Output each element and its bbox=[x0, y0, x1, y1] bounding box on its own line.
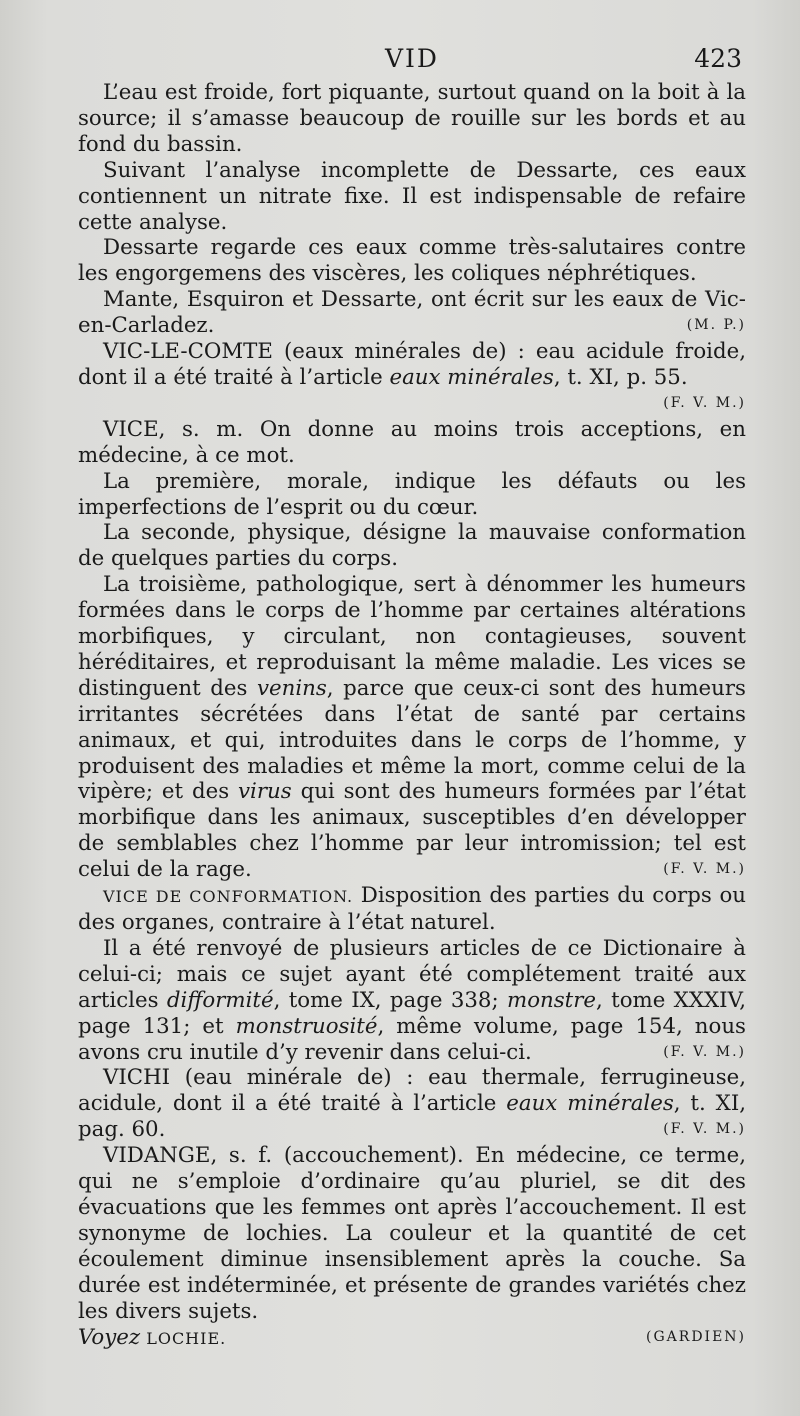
paragraph-text: La troisième, pathologique, sert à dénommer les humeurs formées dans le corps de l’homme par certaines altérations morbifiques, y circulant, non contagieuses, souvent héréditaires, et reproduisant la même maladie. Les vices se distinguent des bbox=[78, 572, 746, 701]
cross-reference: eaux minérales bbox=[389, 364, 554, 390]
author-signature: (F. V. M.) bbox=[663, 394, 746, 411]
see-also-line bbox=[78, 1325, 746, 1352]
entry-headword: VIC-LE-COMTE bbox=[103, 339, 273, 365]
paragraph-text: , même volume, page 154, nous avons cru inutile d’y revenir dans celui-ci. bbox=[78, 1013, 746, 1065]
entry-headword: VIDANGE bbox=[103, 1143, 211, 1169]
entry-headword: VICE DE CONFORMATION. bbox=[103, 887, 354, 907]
paragraph-text: Mante, Esquiron et Dessarte, ont écrit sur les eaux de Vic-en-Carladez. bbox=[78, 287, 746, 339]
author-signature: (F. V. M.) bbox=[663, 1043, 746, 1060]
author-signature: (F. V. M.) bbox=[663, 1121, 746, 1138]
paragraph-text: , tome XXXIV, page 131; et bbox=[78, 987, 747, 1039]
page-body bbox=[78, 80, 746, 1351]
author-signature: (M. P.) bbox=[686, 317, 746, 334]
emphasis-term: venins bbox=[256, 675, 327, 701]
paragraph-eau-froide: L’eau est froide, fort piquante, surtout quand on la boit à la source; il s’amasse beaucoup de rouille sur les bords et au fond du bassin. bbox=[78, 80, 746, 157]
author-signature: (GARDIEN) bbox=[646, 1328, 746, 1345]
entry-headword: VICHI bbox=[103, 1065, 171, 1091]
entry-vichi bbox=[78, 1065, 746, 1143]
paragraph-auteurs bbox=[78, 287, 746, 339]
paragraph-renvoye bbox=[78, 936, 746, 1066]
paragraph-analyse: Suivant l’analyse incomplette de Dessarte, ces eaux contiennent un nitrate fixe. Il est indispensable de refaire cette analyse. bbox=[78, 157, 746, 235]
entry-vice bbox=[78, 417, 746, 469]
entry-headword: VICE bbox=[103, 416, 159, 442]
paragraph-pathologique bbox=[78, 572, 746, 883]
cross-reference: eaux minérales bbox=[506, 1091, 674, 1117]
cross-reference: monstruosité bbox=[235, 1013, 378, 1039]
running-head: VID bbox=[385, 44, 439, 73]
paragraph-morale: La première, morale, indique les défauts ou les imperfections de l’esprit ou du cœur. bbox=[78, 468, 746, 520]
page-header bbox=[78, 44, 746, 78]
entry-text: (eau minérale de) : eau thermale, ferrugineuse, acidule, dont il a été traité à l’article bbox=[78, 1065, 746, 1117]
see-also-label: Voyez bbox=[78, 1324, 141, 1350]
paragraph-text: , parce que ceux-ci sont des humeurs irritantes sécrétées dans l’état de santé par certains animaux, et qui, introduites dans le corps de l’homme, y produisent des maladies et même la mort, comme celui de la vipère; et des bbox=[78, 675, 746, 805]
paragraph-physique: La seconde, physique, désigne la mauvaise conformation de quelques parties du corps. bbox=[78, 520, 746, 572]
emphasis-term: virus bbox=[238, 779, 292, 805]
author-signature: (F. V. M.) bbox=[663, 861, 746, 878]
entry-text: (eaux minérales de) : eau acidule froide, dont il a été traité à l’article bbox=[78, 339, 746, 390]
see-also-target: LOCHIE. bbox=[140, 1328, 227, 1348]
cross-reference: monstre bbox=[507, 987, 597, 1013]
entry-text: , t. XI, pag. 60. bbox=[78, 1091, 747, 1143]
entry-text: Disposition des parties du corps ou des organes, contraire à l’état naturel. bbox=[78, 883, 746, 935]
entry-vic-le-comte bbox=[78, 339, 746, 391]
entry-vice-de-conformation bbox=[78, 883, 746, 936]
paragraph-text: , tome IX, page 338; bbox=[273, 987, 508, 1013]
page-number: 423 bbox=[694, 44, 742, 73]
entry-vidange bbox=[78, 1143, 746, 1324]
paragraph-salutaires: Dessarte regarde ces eaux comme très-salutaires contre les engorgemens des viscères, les coliques néphrétiques. bbox=[78, 235, 746, 287]
entry-text: , s. m. On donne au moins trois acceptions, en médecine, à ce mot. bbox=[78, 416, 746, 468]
entry-text: , t. XI, p. 55. bbox=[553, 364, 688, 390]
entry-text: , s. f. (accouchement). En médecine, ce terme, qui ne s’emploie d’ordinaire qu’au pluriel, se dit des évacuations que les femmes ont après l’accouchement. Il est synonyme de lochies. La couleur et la quantité de cet écoulement diminue insensiblement après la couche. Sa durée est indéterminée, et présente de grandes variétés chez les divers sujets. bbox=[78, 1143, 746, 1324]
paragraph-text: qui sont des humeurs formées par l’état morbifique dans les animaux, susceptibles d’en développer de semblables chez l’homme par leur intromission; tel est celui de la rage. bbox=[78, 779, 746, 883]
cross-reference: difformité bbox=[166, 987, 274, 1013]
paragraph-text: Il a été renvoyé de plusieurs articles de ce Dictionaire à celui-ci; mais ce sujet ayant été complétement traité aux articles bbox=[78, 935, 746, 1013]
